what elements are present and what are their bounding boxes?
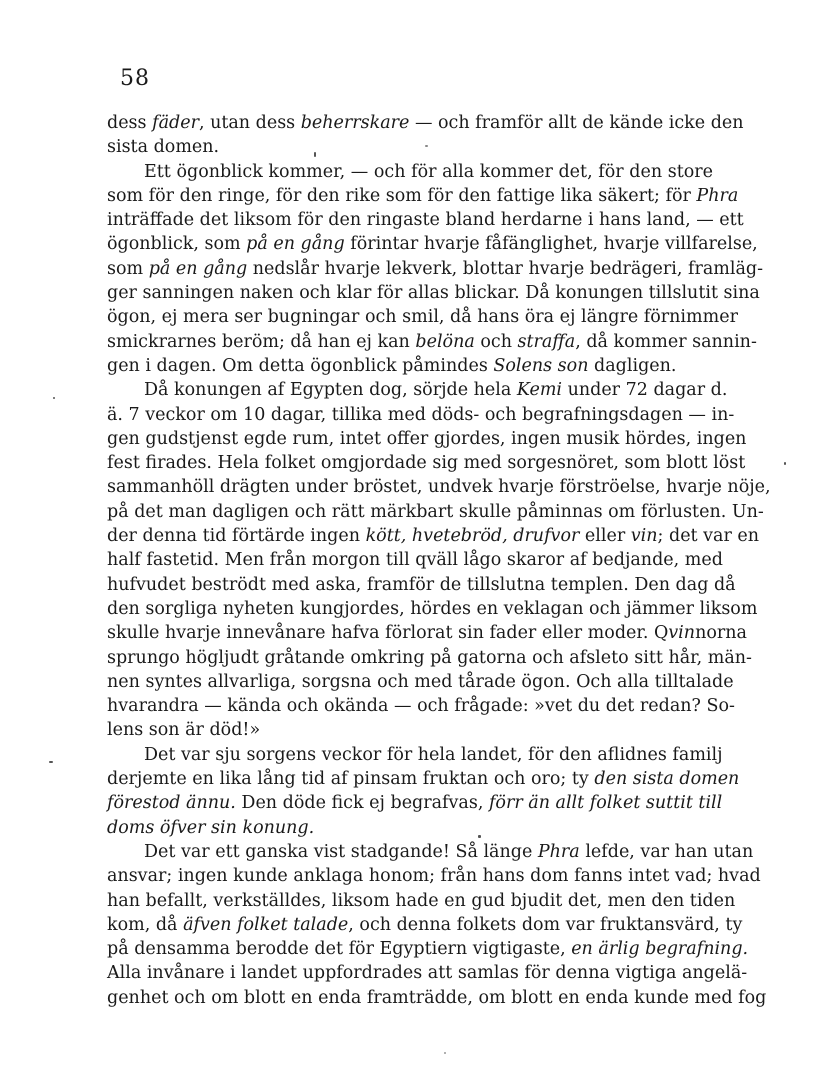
text-line: dess fäder, utan dess beherrskare — och framför allt de kände icke den [107,113,744,133]
text-line: hufvudet beströdt med aska, framför de tillslutna templen. Den dag då [107,574,736,595]
text-line: sammanhöll drägten under bröstet, undvek hvarje förströelse, hvarje nöje, [107,477,771,498]
text-line: doms öfver sin konung. [107,817,315,838]
text-line: ansvar; ingen kunde anklaga honom; från hans dom fanns intet vad; hvad [107,866,761,887]
text-line: lens son är död!» [107,720,261,741]
text-line: gen i dagen. Om detta ögonblick påmindes Solens son dagligen. [107,355,677,376]
text-line: Ett ögonblick kommer, — och för alla kommer det, för den store [144,161,713,182]
text-line: den sorgliga nyheten kungjordes, hördes en veklagan och jämmer liksom [107,598,758,619]
text-line: genhet och om blott en enda framträdde, om blott en enda kunde med fog [107,987,767,1008]
text-line: skulle hvarje innevånare hafva förlorat sin fader eller moder. Qvinnorna [107,623,747,644]
text-line: ä. 7 veckor om 10 dagar, tillika med döds- och begrafningsdagen — in- [107,404,735,425]
text-line: förestod ännu. Den döde fick ej begrafvas, förr än allt folket suttit till [107,793,723,814]
text-line: gen gudstjenst egde rum, intet offer gjordes, ingen musik hördes, ingen [107,428,747,449]
text-line: Det var sju sorgens veckor för hela landet, för den aflidnes familj [144,744,723,765]
text-line: ger sanningen naken och klar för allas blickar. Då konungen tillslutit sina [107,283,760,304]
text-line: derjemte en lika lång tid af pinsam fruktan och oro; ty den sista domen [107,769,740,790]
text-line: der denna tid förtärde ingen kött, hvetebröd, drufvor eller vin; det var en [107,526,760,547]
text-line: nen syntes allvarliga, sorgsna och med tårade ögon. Och alla tilltalade [107,671,734,692]
text-line: smickrarnes beröm; då han ej kan belöna och straffa, då kommer sannin- [107,331,757,352]
text-line: på densamma berodde det för Egyptiern vigtigaste, en ärlig begrafning. [107,939,749,960]
text-line: ögon, ej mera ser bugningar och smil, då hans öra ej längre förnimmer [107,307,738,328]
text-line: på det man dagligen och rätt märkbart skulle påminnas om förlusten. Un- [107,501,764,522]
body-text [107,111,771,1010]
text-line: som på en gång nedslår hvarje lekverk, blottar hvarje bedrägeri, framläg- [107,258,764,279]
text-line: fest firades. Hela folket omgjordade sig med sorgesnöret, som blott löst [107,453,746,474]
text-line: han befallt, verkställdes, liksom hade en gud bjudit det, men den tiden [107,890,736,911]
text-line: half fastetid. Men från morgon till qväll lågo skaror af bedjande, med [107,550,723,571]
text-line: inträffade det liksom för den ringaste bland herdarne i hans land, — ett [107,210,744,231]
text-line: hvarandra — kända och okända — och frågade: »vet du det redan? So- [107,696,735,717]
text-line: sista domen. [107,137,220,158]
text-line: sprungo högljudt gråtande omkring på gatorna och afsleto sitt hår, män- [107,647,752,668]
text-line: Då konungen af Egypten dog, sörjde hela Kemi under 72 dagar d. [144,380,728,401]
text-line: Alla invånare i landet uppfordrades att samlas för denna vigtiga angelä- [107,963,748,984]
text-line: ögonblick, som på en gång förintar hvarje fåfänglighet, hvarje villfarelse, [107,234,758,255]
text-line: som för den ringe, för den rike som för den fattige lika säkert; för Phra [107,185,739,206]
text-line: Det var ett ganska vist stadgande! Så länge Phra lefde, var han utan [144,841,754,862]
page-number: 58 [120,66,150,91]
text-line: kom, då äfven folket talade, och denna folkets dom var fruktansvärd, ty [107,914,743,935]
